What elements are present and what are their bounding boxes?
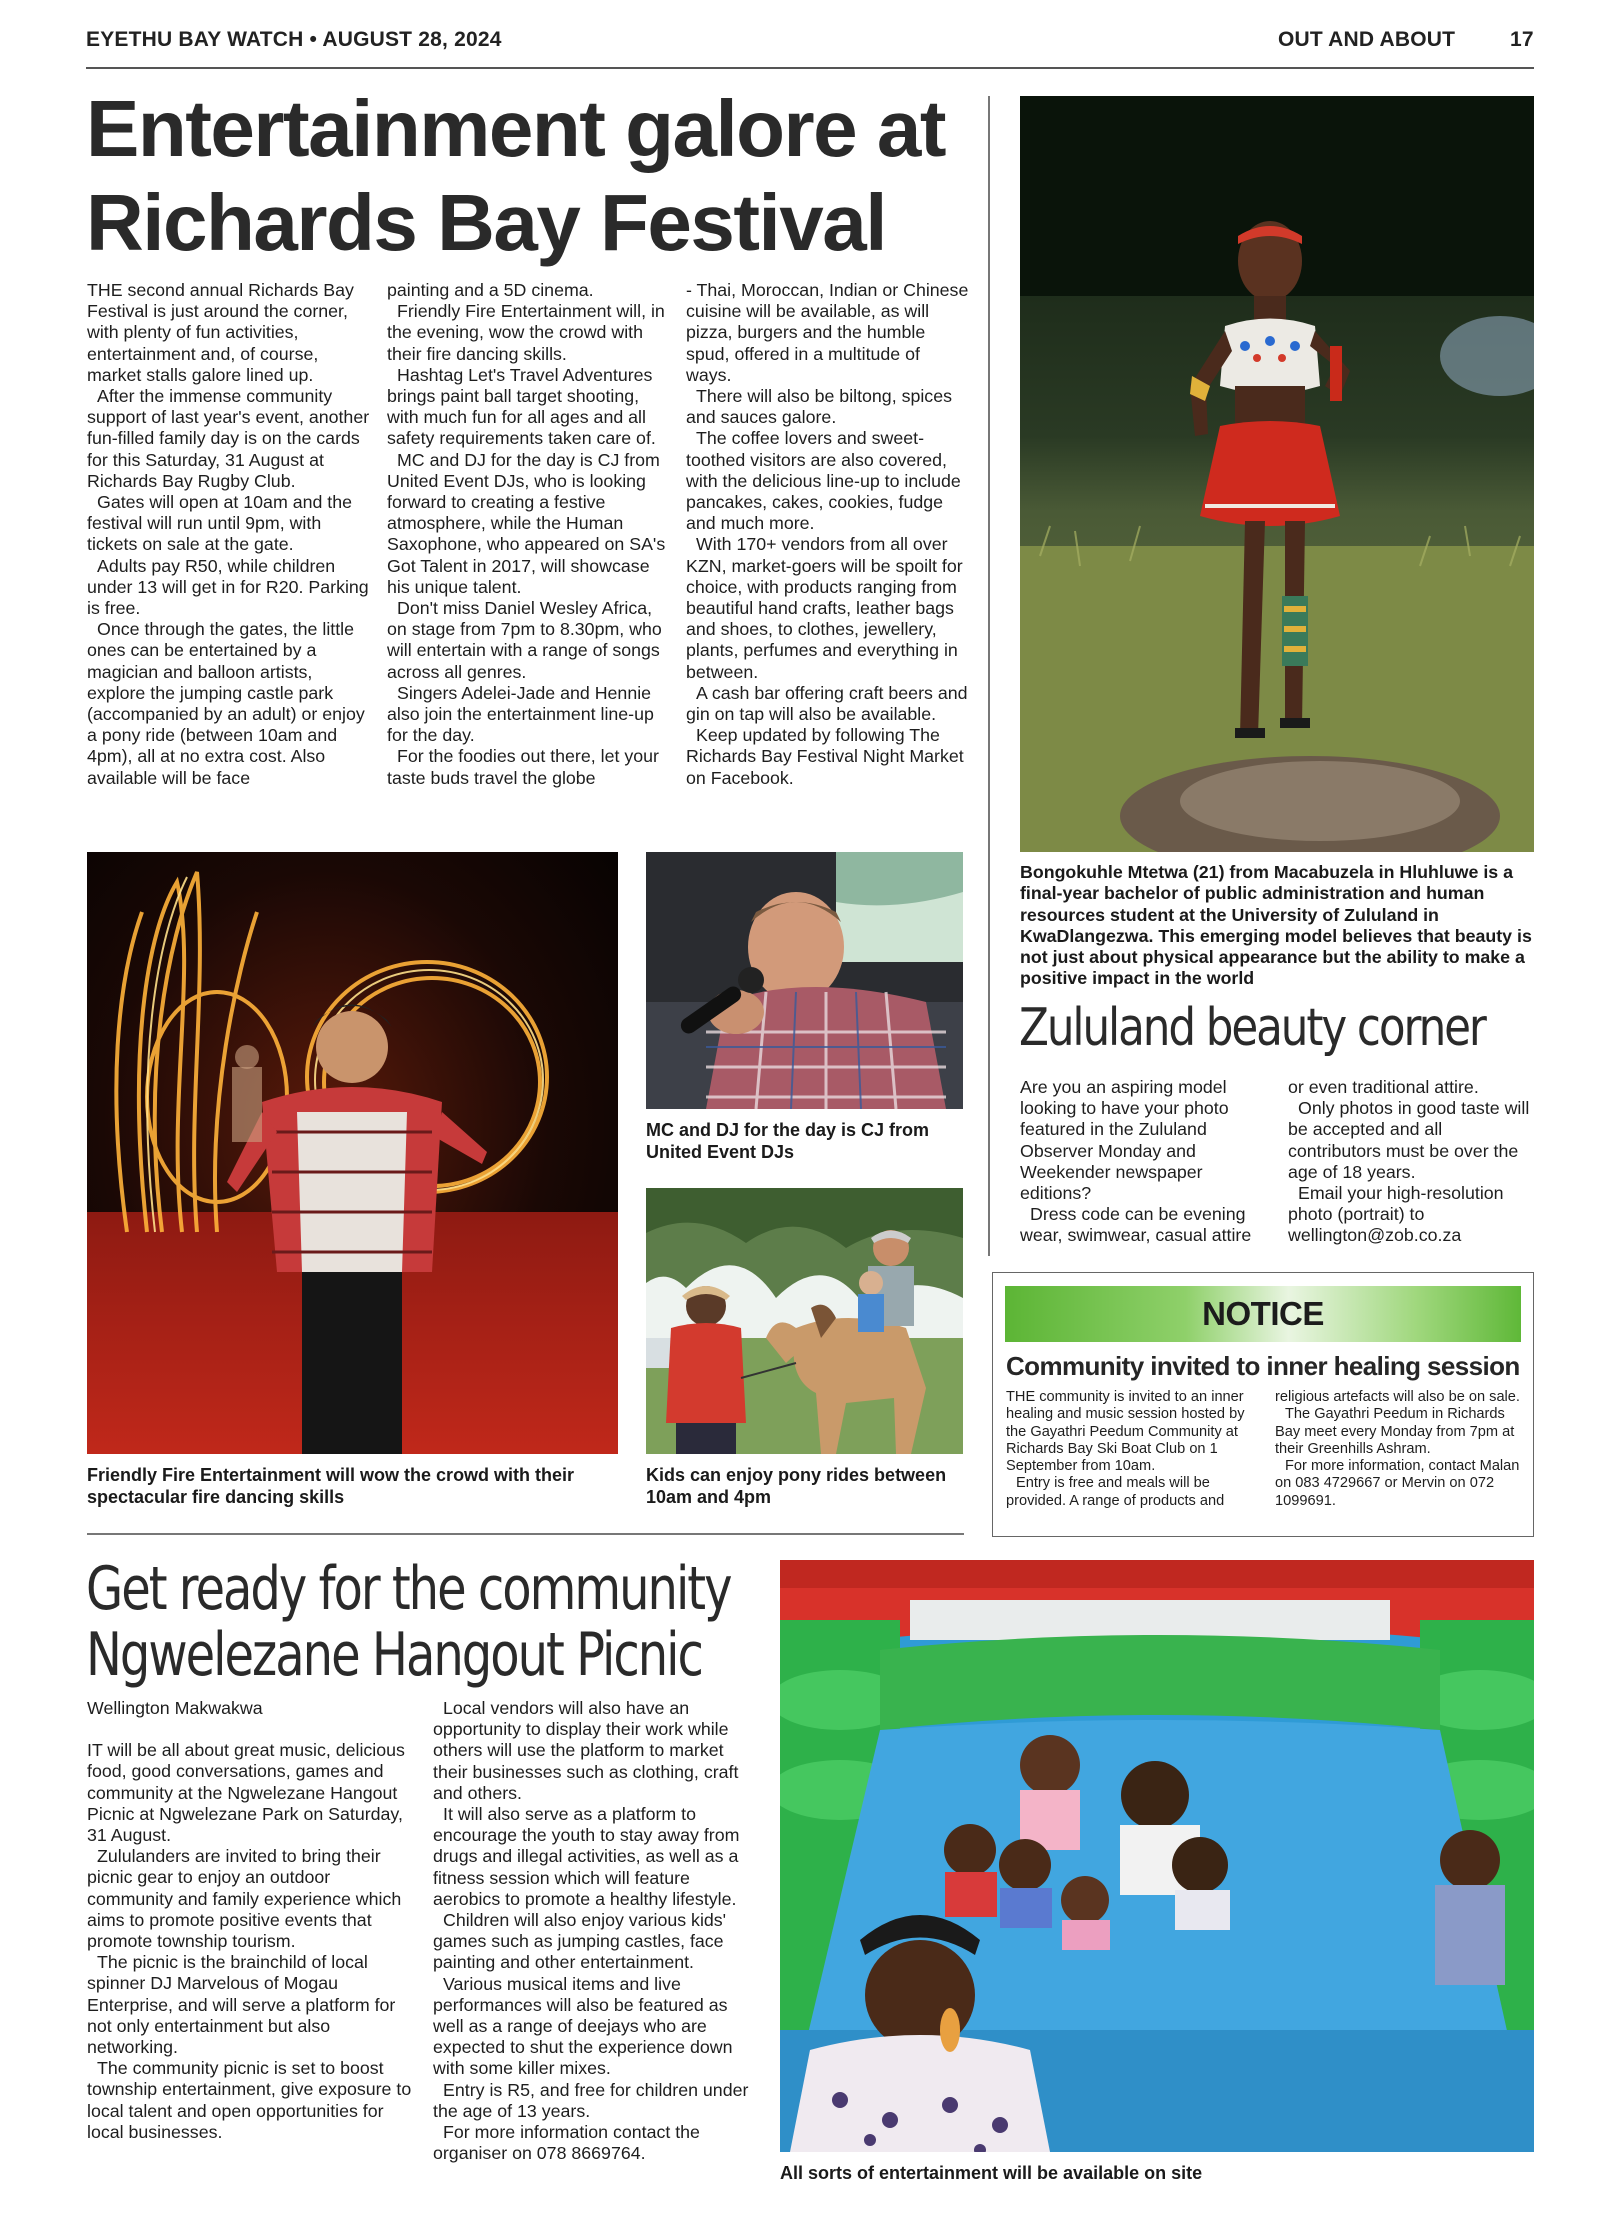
header-rule: [86, 67, 1534, 69]
festival-headline: [86, 82, 945, 270]
paragraph: For the foodies out there, let your taste buds travel the globe: [387, 746, 659, 788]
picnic-column-1: [87, 1698, 412, 2143]
paragraph: Are you an aspiring model looking to have your photo featured in the Zululand Observer Monday and Weekender newspaper editions?: [1020, 1077, 1229, 1204]
paragraph: Various musical items and live performances will also be featured as well as a range of deejays who are expected to shut the experience down with some killer mixes.: [433, 1973, 733, 2079]
model-caption: Bongokuhle Mtetwa (21) from Macabuzela in Hluhluwe is a final-year bachelor of public administration and human resources student at the University of Zululand in KwaDlangezwa. This emerging model believes that beauty is not just about physical appearance but the ability to make a positive impact in the world: [1020, 862, 1532, 989]
festival-column-2: [387, 280, 671, 789]
paragraph: Singers Adelei-Jade and Hennie also join the entertainment line-up for the day.: [387, 682, 654, 746]
picnic-headline-line1: Get ready for the community: [86, 1554, 731, 1624]
pony-ride-photo: [646, 1188, 963, 1454]
notice-title: Community invited to inner healing session: [1006, 1351, 1520, 1381]
paragraph: IT will be all about great music, delicious food, good conversations, games and community at the Ngwelezane Hangout Picnic at Ngwelezane Park on Saturday, 31 August.: [87, 1740, 405, 1846]
beauty-corner-headline: Zululand beauty corner: [1019, 998, 1485, 1058]
paragraph: Once through the gates, the little ones can be entertained by a magician and balloon artists, explore the jumping castle park (accompanied by an adult) or enjoy a pony ride (between 10am and 4pm), all at no extra cost. Also available will be face: [87, 619, 365, 788]
paragraph: The community picnic is set to boost township entertainment, give exposure to local talent and open opportunities for local businesses.: [87, 2058, 412, 2142]
paragraph: There will also be biltong, spices and sauces galore.: [686, 386, 952, 428]
paragraph: Keep updated by following The Richards Bay Festival Night Market on Facebook.: [686, 725, 964, 788]
jumping-castle-caption: All sorts of entertainment will be available on site: [780, 2163, 1203, 2183]
dj-caption: MC and DJ for the day is CJ from United Event DJs: [646, 1120, 930, 1162]
festival-headline-line2: Richards Bay Festival: [86, 178, 886, 267]
paragraph: Email your high-resolution photo (portrait) to wellington@zob.co.za: [1288, 1183, 1504, 1246]
notice-banner: [1005, 1286, 1521, 1342]
page-number: 17: [1510, 28, 1534, 51]
pony-ride-caption: Kids can enjoy pony rides between 10am and 4pm: [646, 1465, 947, 1507]
paragraph: religious artefacts will also be on sale.: [1275, 1389, 1520, 1405]
paragraph: THE community is invited to an inner healing and music session hosted by the Gayathri Peedum Community at Richards Bay Ski Boat Club on 1 September from 10am.: [1006, 1389, 1245, 1475]
byline: Wellington Makwakwa: [87, 1698, 263, 1718]
paragraph: Don't miss Daniel Wesley Africa, on stage from 7pm to 8.30pm, who will entertain with a range of songs across all genres.: [387, 598, 662, 682]
paragraph: Zululanders are invited to bring their picnic gear to enjoy an outdoor community and family experience which aims to promote positive events that promote township tourism.: [87, 1846, 402, 1952]
paragraph: Entry is free and meals will be provided. A range of products and: [1006, 1475, 1225, 1509]
paragraph: THE second annual Richards Bay Festival is just around the corner, with plenty of fun activities, entertainment and, of course, market stalls galore lined up.: [87, 280, 354, 385]
paragraph: Children will also enjoy various kids' games such as jumping castles, face painting and other entertainment.: [433, 1910, 727, 1973]
paragraph: Gates will open at 10am and the festival will run until 9pm, with tickets on sale at the gate.: [87, 492, 353, 555]
picnic-column-2: [433, 1698, 755, 2164]
jumping-castle-photo: [780, 1560, 1534, 2152]
beauty-column-1: [1020, 1077, 1275, 1247]
paragraph: For more information contact the organiser on 078 8669764.: [433, 2122, 700, 2164]
paragraph: A cash bar offering craft beers and gin on tap will also be available.: [686, 682, 968, 725]
fire-dancer-photo: [87, 852, 618, 1454]
festival-headline-line1: Entertainment galore at: [86, 84, 946, 173]
paragraph: Local vendors will also have an opportunity to display their work while others will use the platform to market their businesses such as clothing, craft and others.: [433, 1698, 739, 1803]
paragraph: Friendly Fire Entertainment will, in the evening, wow the crowd with their fire dancing skills.: [387, 301, 665, 364]
section-divider: [87, 1533, 964, 1535]
paragraph: painting and a 5D cinema.: [387, 280, 594, 300]
notice-label: NOTICE: [1202, 1295, 1324, 1332]
paragraph: The coffee lovers and sweet-toothed visitors are also covered, with the delicious line-up to include pancakes, cakes, cookies, fudge and much more.: [686, 428, 961, 534]
picnic-headline: [86, 1556, 731, 1688]
festival-column-1: [87, 280, 371, 789]
paragraph: Entry is R5, and free for children under the age of 13 years.: [433, 2079, 749, 2121]
picnic-headline-line2: Ngwelezane Hangout Picnic: [86, 1620, 702, 1690]
paragraph: It will also serve as a platform to encourage the youth to stay away from drugs and illegal activities, as well as a fitness session which will feature aerobics to promote a healthy lifestyle.: [433, 1804, 740, 1909]
paragraph: MC and DJ for the day is CJ from United Event DJs, who is looking forward to creating a festive atmosphere, while the Human Saxophone, who appeared on SA's Got Talent in 2017, will showcase his unique talent.: [387, 449, 666, 597]
paragraph: For more information, contact Malan on 083 4729667 or Mervin on 072 1099691.: [1275, 1458, 1520, 1509]
beauty-column-2: [1288, 1077, 1540, 1247]
paragraph: The Gayathri Peedum in Richards Bay meet every Monday from 7pm at their Greenhills Ashram.: [1275, 1406, 1515, 1457]
paragraph: With 170+ vendors from all over KZN, market-goers will be spoilt for choice, with products ranging from beautiful hand crafts, leather bags and shoes, to clothes, jewellery, plants, perfumes and everything in between.: [686, 534, 963, 682]
section-name: OUT AND ABOUT: [1278, 28, 1456, 51]
paragraph: After the immense community support of last year's event, another fun-filled family day is on the cards for this Saturday, 31 August at Richards Bay Rugby Club.: [87, 386, 370, 491]
notice-column-1: [1006, 1389, 1256, 1510]
paragraph: or even traditional attire.: [1288, 1077, 1479, 1097]
paragraph: Adults pay R50, while children under 13 will get in for R20. Parking is free.: [87, 555, 369, 619]
dj-photo: [646, 852, 963, 1109]
publication-date-header: EYETHU BAY WATCH • AUGUST 28, 2024: [86, 28, 502, 51]
model-portrait-photo: [1020, 96, 1534, 852]
festival-column-3: [686, 280, 970, 789]
notice-column-2: [1275, 1389, 1525, 1510]
fire-dancer-caption: Friendly Fire Entertainment will wow the crowd with their spectacular fire dancing skills: [87, 1465, 575, 1507]
paragraph: Hashtag Let's Travel Adventures brings paint ball target shooting, with much fun for all ages and all safety requirements taken care of.: [387, 364, 656, 449]
column-divider: [988, 96, 990, 1256]
paragraph: Dress code can be evening wear, swimwear, casual attire: [1020, 1204, 1252, 1246]
paragraph: Only photos in good taste will be accepted and all contributors must be over the age of 18 years.: [1288, 1098, 1530, 1182]
paragraph: The picnic is the brainchild of local spinner DJ Marvelous of Mogau Enterprise, and will serve a platform for not only entertainment but also networking.: [87, 1952, 396, 2058]
paragraph: - Thai, Moroccan, Indian or Chinese cuisine will be available, as will pizza, burgers and the humble spud, offered in a multitude of ways.: [686, 280, 969, 385]
